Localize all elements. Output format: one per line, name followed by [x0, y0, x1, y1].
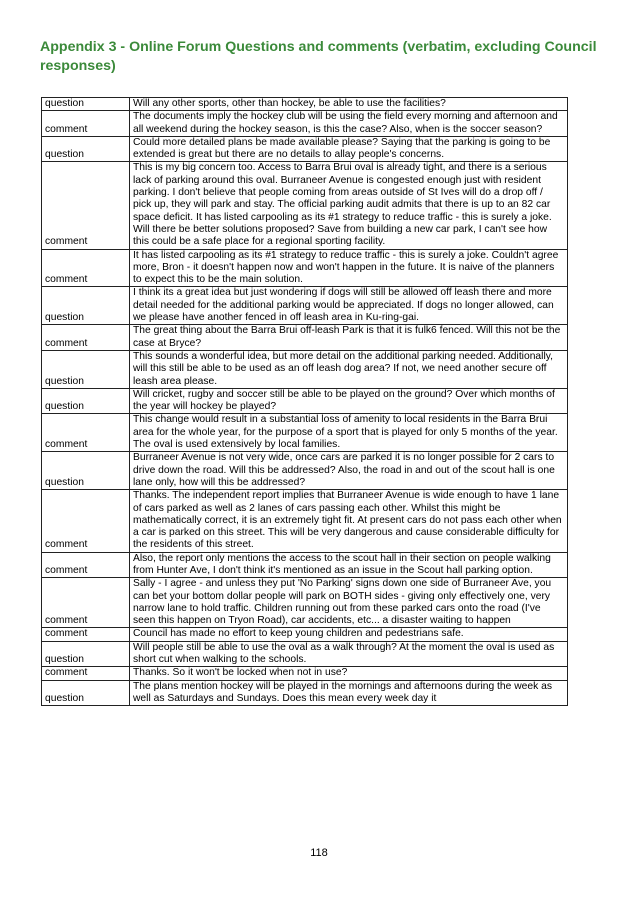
entry-text-cell: The documents imply the hockey club will be using the field every morning and afternoon and all weekend during the hockey season, is this the case? Also, when is the soccer season? — [130, 111, 568, 137]
table-row — [42, 325, 568, 351]
page-heading: Appendix 3 - Online Forum Questions and comments (verbatim, excluding Council responses) — [40, 39, 597, 74]
entry-type-cell: comment — [42, 414, 130, 452]
entry-type-cell: question — [42, 136, 130, 162]
entry-type-cell: comment — [42, 578, 130, 628]
table-row — [42, 452, 568, 490]
entry-text-cell: Council has made no effort to keep young children and pedestrians safe. — [130, 628, 568, 641]
entry-type-cell: question — [42, 641, 130, 667]
table-row — [42, 249, 568, 287]
table-row — [42, 136, 568, 162]
entry-type-cell: comment — [42, 111, 130, 137]
table-row — [42, 111, 568, 137]
table-row — [42, 628, 568, 641]
entry-text-cell: The plans mention hockey will be played in the mornings and afternoons during the week as well as Saturdays and Sundays. Does this mean every week day it — [130, 680, 568, 706]
entry-text-cell: Will people still be able to use the oval as a walk through? At the moment the oval is used as short cut when walking to the schools. — [130, 641, 568, 667]
entry-type-cell: question — [42, 680, 130, 706]
table-row — [42, 414, 568, 452]
entry-type-cell: question — [42, 98, 130, 111]
entry-type-cell: question — [42, 287, 130, 325]
entry-type-cell: question — [42, 388, 130, 414]
table-row — [42, 680, 568, 706]
table-row — [42, 162, 568, 249]
table-row — [42, 641, 568, 667]
entry-text-cell: I think its a great idea but just wondering if dogs will still be allowed off leash there and more detail needed for the additional parking would be appreciated. If dogs no longer allowed, can we please have another fenced in off leash area in Ku-ring-gai. — [130, 287, 568, 325]
table-row — [42, 578, 568, 628]
table-row — [42, 388, 568, 414]
table-row — [42, 350, 568, 388]
entry-type-cell: comment — [42, 249, 130, 287]
entry-type-cell: comment — [42, 667, 130, 680]
entry-text-cell: It has listed carpooling as its #1 strategy to reduce traffic - this is surely a joke. Couldn't agree more, Bron - it doesn't happen now and won't happen in the future. It is naive of the planners to expect this to be the main solution. — [130, 249, 568, 287]
entry-type-cell: comment — [42, 628, 130, 641]
entry-type-cell: comment — [42, 325, 130, 351]
table-row — [42, 287, 568, 325]
table-row — [42, 490, 568, 552]
entry-text-cell: Burraneer Avenue is not very wide, once cars are parked it is no longer possible for 2 cars to drive down the road. Will this be addressed? Also, the road in and out of the scout hall is one lane only, how will this be addressed? — [130, 452, 568, 490]
entry-text-cell: Will cricket, rugby and soccer still be able to be played on the ground? Over which months of the year will hockey be played? — [130, 388, 568, 414]
entry-type-cell: comment — [42, 552, 130, 578]
entry-text-cell: Thanks. So it won't be locked when not in use? — [130, 667, 568, 680]
page-number: 118 — [310, 847, 328, 859]
table-row — [42, 98, 568, 111]
table-row — [42, 667, 568, 680]
entry-text-cell: Will any other sports, other than hockey, be able to use the facilities? — [130, 98, 568, 111]
entry-text-cell: This is my big concern too. Access to Barra Brui oval is already tight, and there is a serious lack of parking around this oval. Burraneer Avenue is congested enough just with resident parking. I don't believe that people coming from areas outside of St Ives will do a drop off / pick up, they will park and stay. The official parking audit admits that there is up to an 82 car space deficit. It has listed carpooling as its #1 strategy to reduce traffic - this is surely a joke. Will there be better solutions proposed? Save from building a new car park, I can't see how this could be a safe place for a regional sporting facility. — [130, 162, 568, 249]
entry-type-cell: question — [42, 350, 130, 388]
entry-type-cell: comment — [42, 490, 130, 552]
entry-type-cell: comment — [42, 162, 130, 249]
table-row — [42, 552, 568, 578]
entry-text-cell: Also, the report only mentions the access to the scout hall in their section on people walking from Hunter Ave, I don't think it's mentioned as an issue in the Scout hall parking option. — [130, 552, 568, 578]
entry-text-cell: Could more detailed plans be made available please? Saying that the parking is going to be extended is great but there are no details to allay people's concerns. — [130, 136, 568, 162]
entry-text-cell: Thanks. The independent report implies that Burraneer Avenue is wide enough to have 1 lane of cars parked as well as 2 lanes of cars passing each other. Whilst this might be mathematically correct, it is an extremely tight fit. At present cars do not pass each other when a car is parked on this street. This will be very dangerous and cause considerable difficulty for the residents of this street. — [130, 490, 568, 552]
entry-type-cell: question — [42, 452, 130, 490]
entry-text-cell: This change would result in a substantial loss of amenity to local residents in the Barra Brui area for the whole year, for the purpose of a sport that is played for only 5 months of the year. The oval is used extensively by local families. — [130, 414, 568, 452]
entry-text-cell: This sounds a wonderful idea, but more detail on the additional parking needed. Additionally, will this still be able to be used as an off leash dog area? If not, we need another secure off leash area please. — [130, 350, 568, 388]
forum-comments-table — [41, 97, 568, 706]
entry-text-cell: Sally - I agree - and unless they put 'No Parking' signs down one side of Burraneer Ave, you can bet your bottom dollar people will park on BOTH sides - giving only effectively one, very narrow lane to hold traffic. Children running out from these parked cars onto the road (I've seen this happen on Tryon Road), car accidents, etc... a disaster waiting to happen — [130, 578, 568, 628]
entry-text-cell: The great thing about the Barra Brui off-leash Park is that it is fulk6 fenced. Will this not be the case at Bryce? — [130, 325, 568, 351]
forum-comments-body — [42, 98, 568, 706]
